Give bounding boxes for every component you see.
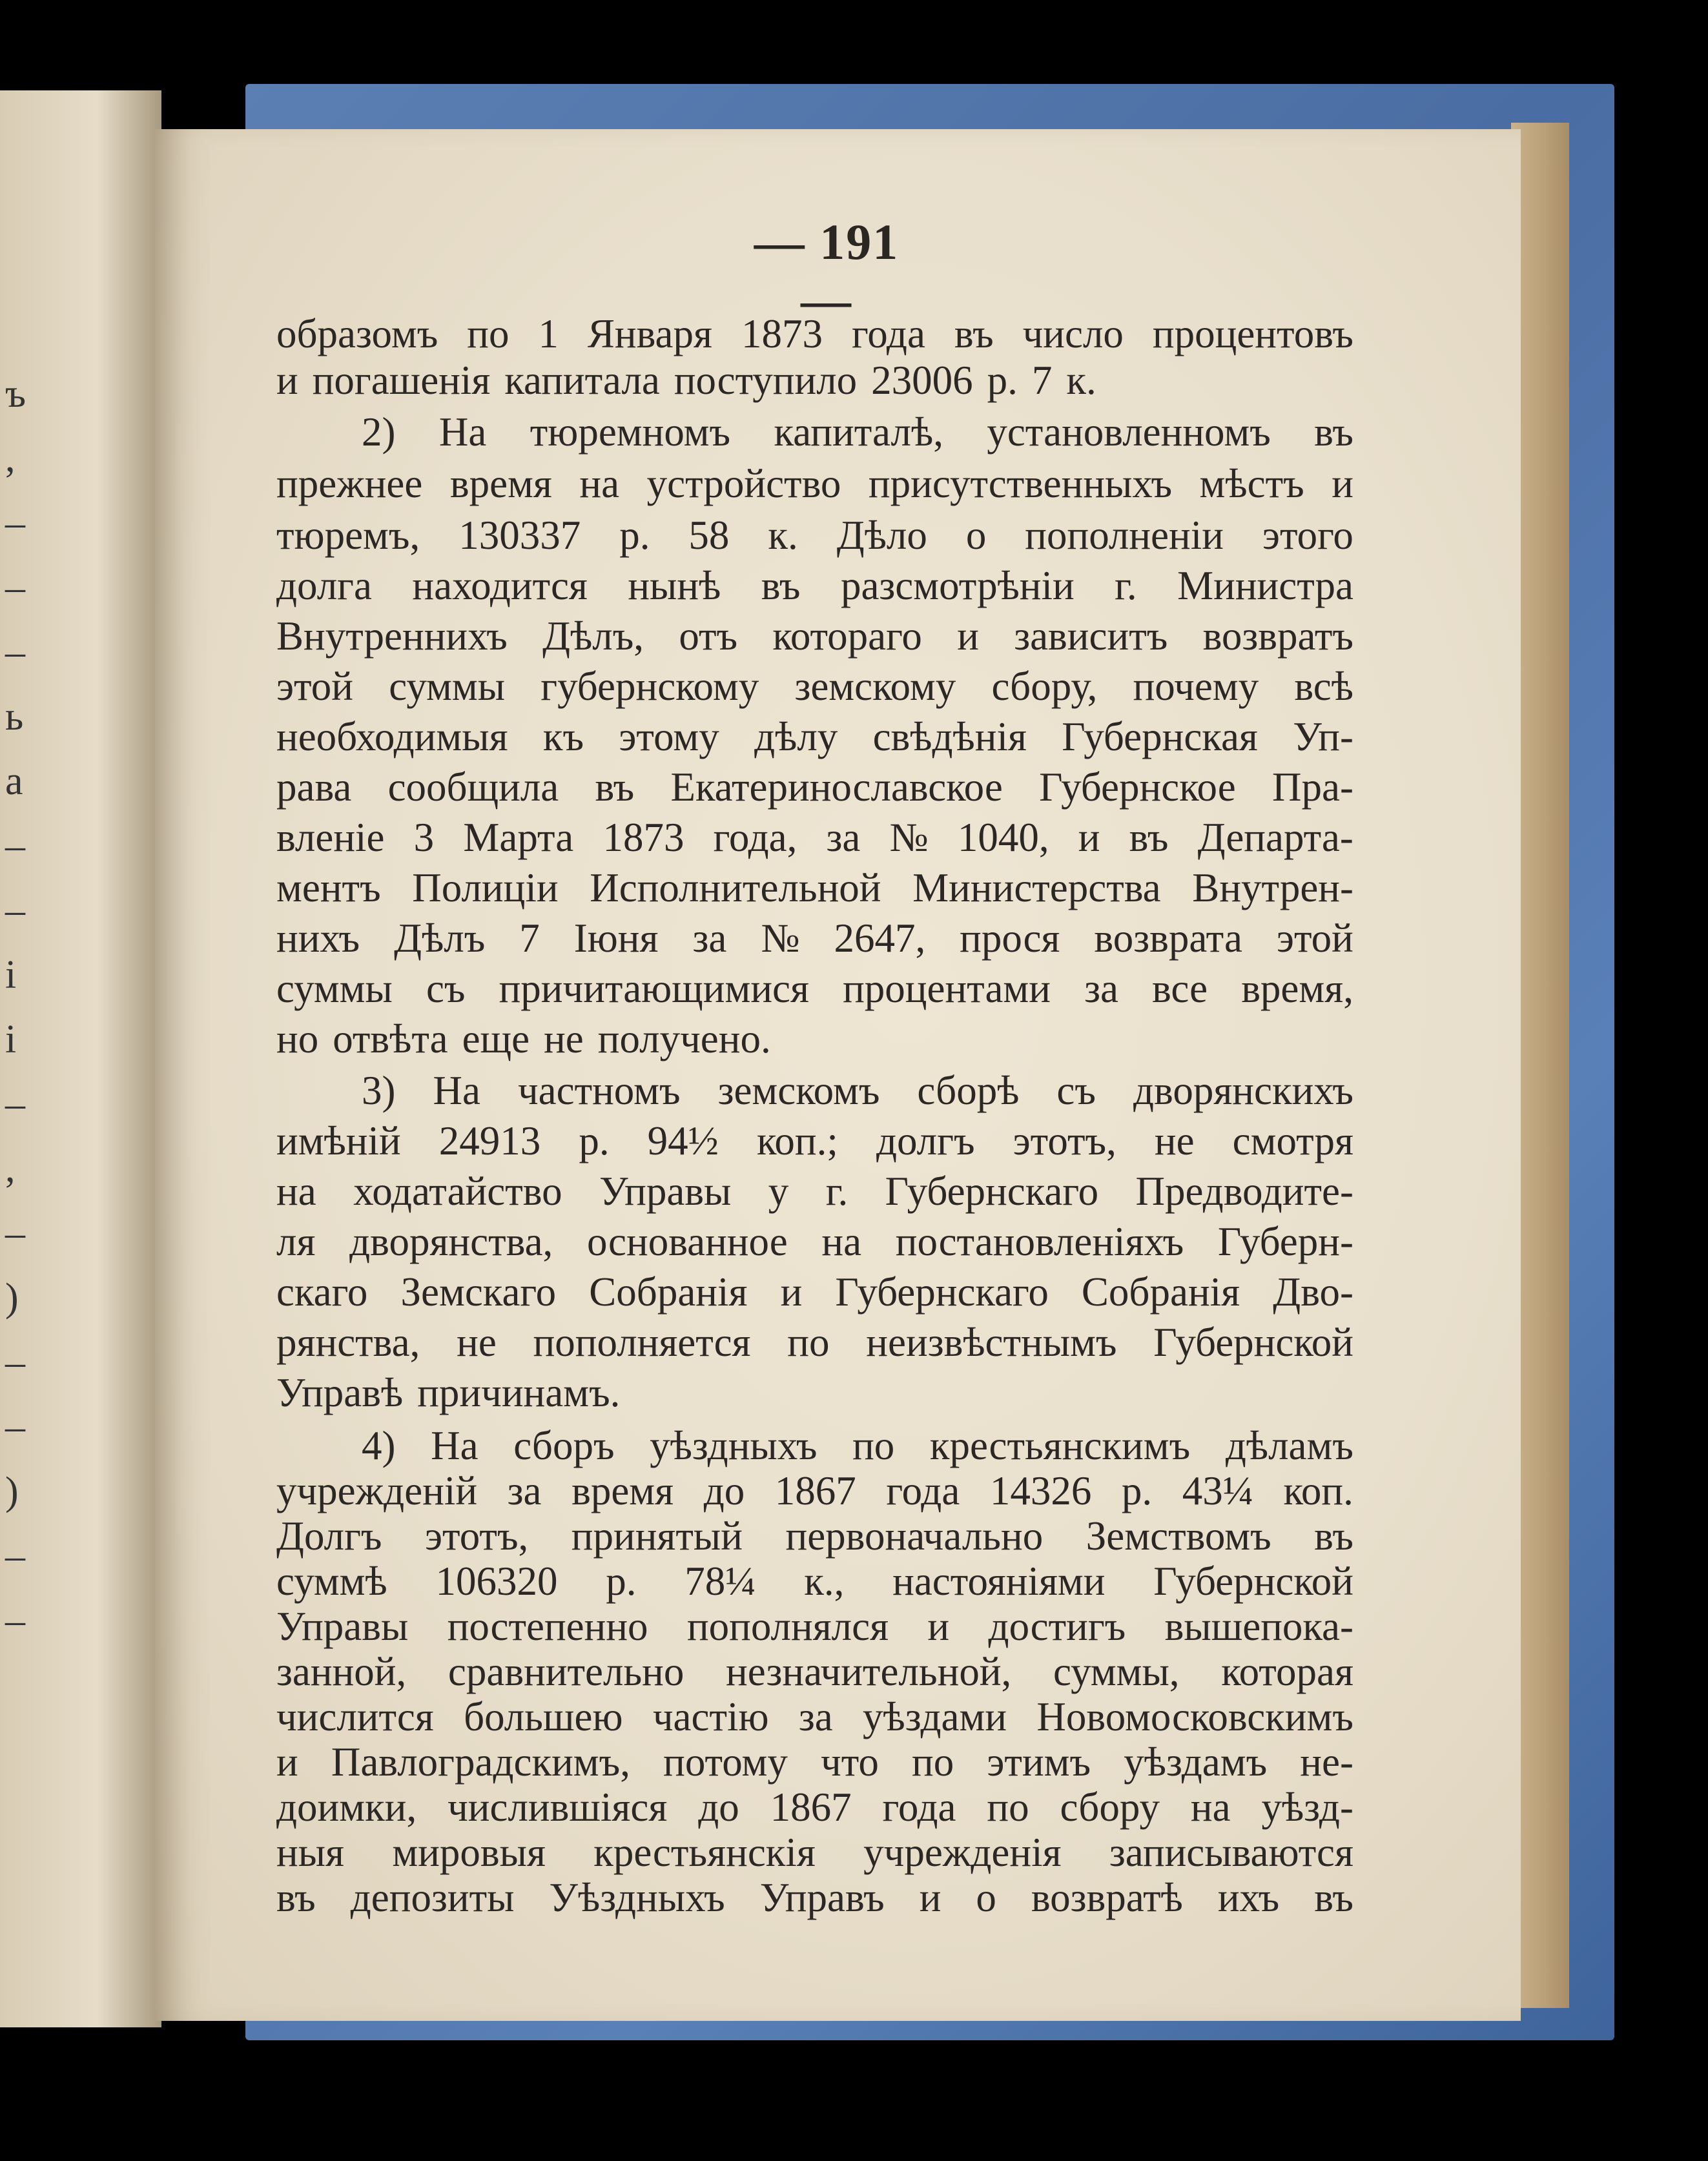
word: Внутреннихъ [276,613,508,659]
word: 1873 [741,311,823,356]
word: капиталѣ, [774,409,943,455]
word: рянства, [276,1319,420,1365]
word: ля [276,1218,316,1264]
word: и [927,1603,950,1649]
word: Собранія [589,1269,748,1315]
word: скаго [276,1269,368,1315]
word: и [1078,814,1100,860]
word: свѣдѣнія [872,713,1027,759]
text-line [276,1511,1353,1561]
word: прося [960,915,1060,961]
text-line [276,1827,1353,1878]
word: не [544,1016,584,1061]
text-line [276,1872,1353,1923]
word: ходатайство [353,1168,562,1214]
word: вленіе [276,814,385,860]
text-line [276,1014,1353,1064]
word: Полиціи [412,865,559,910]
word: Предводите- [1135,1168,1353,1214]
word: земскомъ [717,1067,880,1113]
word: по [912,1739,954,1785]
word: до [703,1468,745,1513]
word: Губернскаго [835,1269,1049,1315]
word: занной, [276,1648,407,1694]
word: этому [619,713,719,759]
word: депозиты [350,1874,515,1920]
word: дѣламъ [1225,1422,1353,1468]
word: пополнялся [686,1603,889,1649]
word: этотъ, [425,1513,529,1559]
word: получено. [597,1016,771,1061]
word: На [438,409,487,455]
word: съ [1056,1067,1096,1113]
word: Земскаго [400,1269,557,1315]
word: записываются [1109,1829,1353,1875]
word: причинамъ. [417,1369,621,1415]
word: частномъ [517,1067,681,1113]
word: Исполнительной [590,865,881,910]
word: Министра [1177,562,1353,608]
word: Января [587,311,712,356]
word: г. [825,1168,849,1214]
word: Марта [463,814,574,860]
word: На [433,1067,480,1113]
word: Губернской [1153,1319,1353,1365]
word: уѣзд- [1261,1784,1353,1830]
word: Дѣлъ, [542,613,644,659]
word: что [821,1739,879,1785]
text-line [276,1782,1353,1832]
word: и [957,613,979,659]
text-line [362,1065,1353,1116]
word: суммы, [1053,1648,1180,1694]
word: постепенно [447,1603,648,1649]
word: Уѣздныхъ [549,1874,725,1920]
word: к., [804,1558,845,1604]
word: Губернское [1039,764,1236,810]
text-line [362,407,1353,457]
word: № [761,915,800,961]
word: поступило [674,357,858,403]
word: въ [276,1874,316,1920]
word: 2647, [834,915,926,961]
word: 58 [688,512,730,558]
text-line [276,1737,1353,1787]
word: установленномъ [987,409,1271,455]
word: нихъ [276,915,360,961]
word: имѣній [276,1118,401,1163]
word: въ [1129,814,1169,860]
word: Управъ [759,1874,885,1920]
word: за [1084,965,1118,1011]
word: сравнительно [448,1648,684,1694]
word: за [507,1468,542,1513]
word: отвѣта [333,1016,448,1061]
word: учрежденій [276,1468,478,1513]
word: въ [761,562,801,608]
text-line [276,661,1353,712]
word: этой [1276,915,1353,961]
word: о [976,1874,996,1920]
word: и [276,1739,298,1785]
word: 1040, [957,814,1049,860]
word: незначительной, [726,1648,1012,1694]
word: дворянскихъ [1133,1067,1353,1113]
word: Управы [599,1168,732,1214]
word: за [692,915,727,961]
word: Іюня [573,915,659,961]
text-line [276,1601,1353,1652]
word: возвратъ [1202,613,1353,659]
word: на [276,1168,316,1214]
word: 7 [519,915,540,961]
word: долга [276,562,372,608]
word: основанное [586,1218,788,1264]
word: необходимыя [276,713,508,759]
word: настояніями [892,1558,1106,1604]
word: Дѣлъ [394,915,486,961]
word: неизвѣстнымъ [866,1319,1117,1365]
word: устройство [646,460,841,506]
word: Пра- [1272,764,1353,810]
word: къ [542,713,584,759]
text-line [276,712,1353,762]
word: въ [1314,1513,1353,1559]
word: Павлоградскимъ, [331,1739,630,1785]
word: дворянства, [349,1218,553,1264]
word: Департа- [1197,814,1353,860]
word: котораго [772,613,922,659]
word: Губернская [1062,713,1258,759]
text-line [276,1216,1353,1267]
word: образомъ [276,311,438,356]
text-line [276,458,1353,509]
text-line [276,1367,1353,1418]
word: причитающимися [499,965,809,1011]
word: отъ [679,613,738,659]
word: въ [1314,409,1353,455]
word: Внутрен- [1192,865,1353,910]
text-line [276,510,1353,560]
word: не- [1300,1739,1353,1785]
word: Дѣло [836,512,927,558]
word: сборъ [513,1422,615,1468]
word: 106320 [435,1558,558,1604]
word: потому [663,1739,788,1785]
word: № [889,814,929,860]
word: 2) [362,409,396,455]
word: присутственныхъ [868,460,1173,506]
word: 3) [362,1067,396,1113]
text-line [276,611,1353,661]
word: земскому [794,663,956,709]
text-line [276,309,1353,359]
word: въ [595,764,635,810]
word: уѣздамъ [1124,1739,1268,1785]
word: года [886,1468,960,1513]
word: коп. [1283,1468,1353,1513]
word: и [919,1874,941,1920]
word: Екатеринославское [670,764,1003,810]
word: года [882,1784,956,1830]
word: Уп- [1293,713,1353,759]
word: смотря [1232,1118,1353,1163]
word: нынѣ [628,562,721,608]
word: въ [954,311,994,356]
text-line [276,1166,1353,1216]
text-line [276,913,1353,963]
word: дѣлу [754,713,838,759]
text-line [362,1420,1353,1471]
word: ихъ [1217,1874,1280,1920]
text-line [276,863,1353,913]
text-line [276,560,1353,611]
word: пополняется [533,1319,751,1365]
word: 14326 [989,1468,1092,1513]
word: возврата [1094,915,1242,961]
word: Собранія [1081,1269,1240,1315]
word: вышепока- [1164,1603,1353,1649]
word: по [852,1422,895,1468]
word: крестьянскимъ [929,1422,1191,1468]
word: у [768,1168,789,1214]
word: ментъ [276,865,381,910]
word: все [1152,965,1208,1011]
word: капитала [504,357,660,403]
word: прежнее [276,460,423,506]
word: мѣстъ [1199,460,1304,506]
word: принятый [571,1513,743,1559]
word: р. [579,1118,610,1163]
word: 4) [362,1422,396,1468]
word: на [1190,1784,1231,1830]
page-number: — 191 — [754,214,900,328]
word: время, [1241,965,1353,1011]
text-line [276,1116,1353,1166]
text-line [276,1317,1353,1367]
text-line [276,355,1353,405]
word: Губерн- [1217,1218,1353,1264]
word: Новомосковскимъ [1036,1694,1353,1739]
word: за [798,1694,833,1739]
word: сообщила [387,764,559,810]
word: число [1022,311,1124,356]
word: р. [606,1558,637,1604]
word: 24913 [438,1118,541,1163]
text-line [276,1466,1353,1516]
word: процентами [843,965,1051,1011]
word: суммы [276,965,393,1011]
word: по [467,311,509,356]
word: года, [713,814,797,860]
word: 43¼ [1182,1468,1253,1513]
word: большею [464,1694,623,1739]
word: 3 [413,814,435,860]
text-line [276,1556,1353,1606]
word: еще [462,1016,530,1061]
word: зависитъ [1014,613,1168,659]
word: частію [652,1694,769,1739]
word: 1867 [770,1784,852,1830]
word: время [449,460,552,506]
text-line [276,963,1353,1014]
word: 7 [1031,357,1053,403]
word: сбору [1060,1784,1160,1830]
word: уѣздныхъ [650,1422,818,1468]
word: и [276,357,298,403]
word: на [821,1218,862,1264]
word: 78¼ [684,1558,756,1604]
word: числится [276,1694,434,1739]
word: въ [1314,1874,1353,1920]
word: этого [1262,512,1353,558]
word: мировыя [392,1829,546,1875]
word: Губернской [1153,1558,1353,1604]
word: р. [619,512,650,558]
word: года [851,311,925,356]
word: крестьянскія [593,1829,816,1875]
word: г. [1115,562,1137,608]
word: на [579,460,620,506]
word: процентовъ [1152,311,1353,356]
word: числившіяся [448,1784,668,1830]
word: учрежденія [863,1829,1062,1875]
word: Земствомъ [1086,1513,1271,1559]
word: достигъ [988,1603,1126,1649]
word: по [787,1319,830,1365]
word: На [431,1422,478,1468]
word: время [571,1468,674,1513]
word: рава [276,764,352,810]
word: тюремъ, [276,512,420,558]
word: доимки, [276,1784,417,1830]
word: этой [276,663,353,709]
word: ныя [276,1829,345,1875]
word: 94½ [647,1118,719,1163]
left-page [0,90,161,2027]
word: почему [1133,663,1259,709]
text-line [276,1646,1353,1697]
word: 1873 [602,814,684,860]
word: долгъ [876,1118,975,1163]
word: Управы [276,1603,409,1649]
word: всѣ [1294,663,1353,709]
word: постановленіяхъ [895,1218,1184,1264]
word: этотъ, [1013,1118,1116,1163]
word: не [1154,1118,1195,1163]
word: к. [1066,357,1096,403]
word: не [457,1319,497,1365]
word: первоначально [785,1513,1044,1559]
word: губернскому [540,663,759,709]
word: Губернскаго [885,1168,1099,1214]
word: коп.; [756,1118,838,1163]
word: 130337 [458,512,581,558]
word: Дво- [1273,1269,1353,1315]
word: суммѣ [276,1558,387,1604]
word: 23006 [871,357,973,403]
word: суммы [389,663,506,709]
word: р. [987,357,1018,403]
word: 1867 [774,1468,856,1513]
word: Долгъ [276,1513,382,1559]
word: и [1332,460,1353,506]
word: 1 [538,311,559,356]
word: съ [426,965,466,1011]
text-line [276,1267,1353,1317]
word: р. [1121,1468,1153,1513]
word: о [965,512,987,558]
word: этимъ [987,1739,1091,1785]
word: погашенія [312,357,491,403]
word: находится [412,562,588,608]
word: разсмотрѣніи [840,562,1075,608]
text-line [276,1692,1353,1742]
word: сбору, [991,663,1098,709]
word: за [826,814,861,860]
word: пополненіи [1025,512,1224,558]
word: к. [768,512,798,558]
word: возвратѣ [1031,1874,1183,1920]
word: уѣздами [863,1694,1007,1739]
word: Управѣ [276,1369,404,1415]
word: до [698,1784,739,1830]
word: сборѣ [917,1067,1020,1113]
text-line [276,762,1353,812]
word: и [780,1269,803,1315]
word: тюремномъ [530,409,731,455]
word: которая [1221,1648,1353,1694]
text-line [276,812,1353,863]
word: но [276,1016,319,1061]
left-page-text-fragment: ъ , – – – ь а – – і і – , – ) – – ) – – [5,372,26,1643]
word: Министерства [912,865,1161,910]
word: по [987,1784,1029,1830]
